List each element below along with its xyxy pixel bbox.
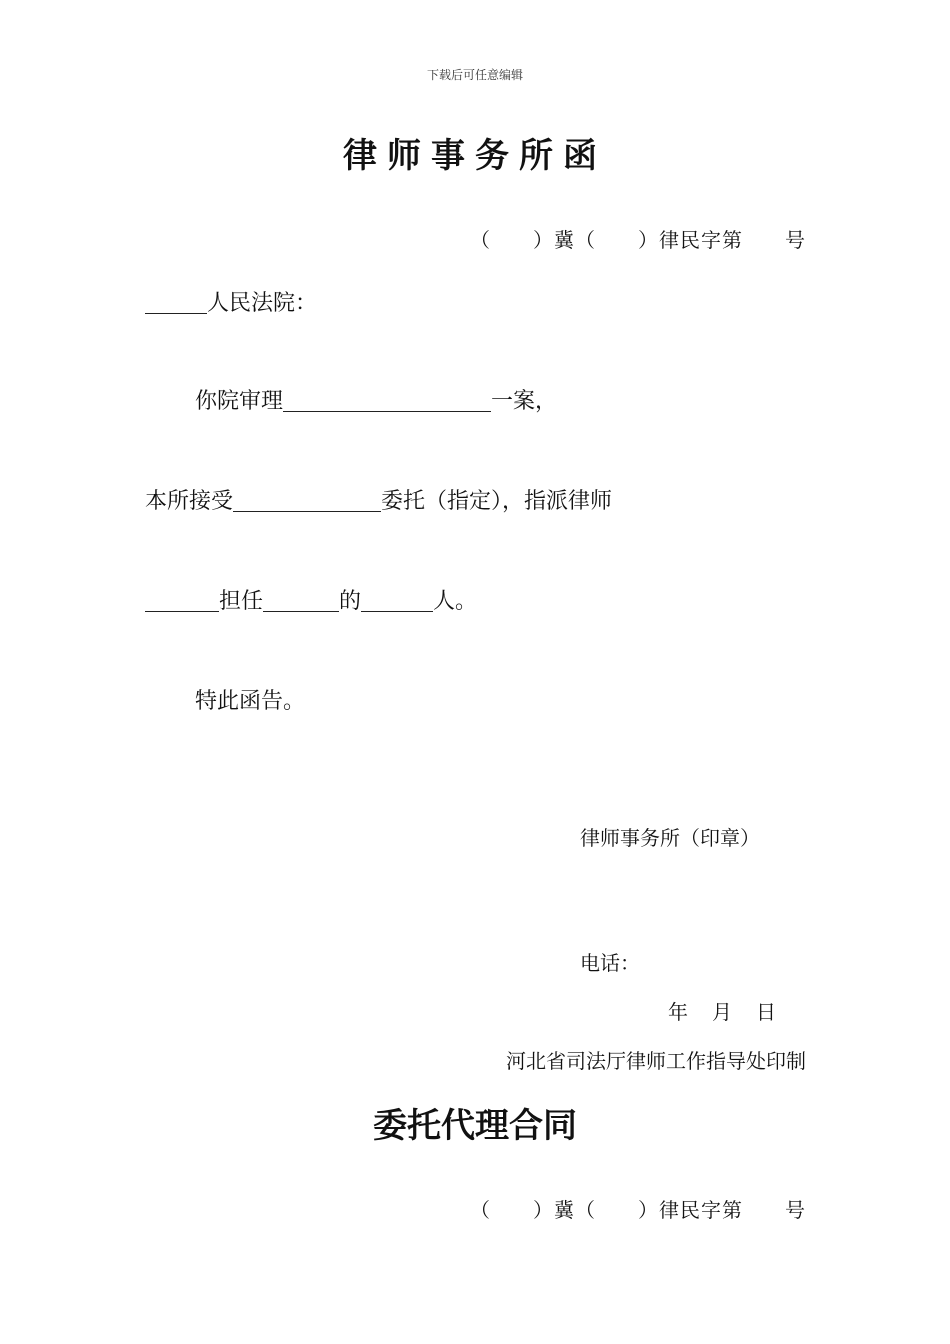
case-prefix: 你院审理: [195, 389, 284, 414]
party-blank: [263, 589, 339, 612]
accept-line: [145, 484, 612, 515]
assign-end: 人。: [433, 589, 478, 614]
accept-suffix: 委托（指定），指派律师: [381, 489, 613, 514]
header-note: 下载后可任意编辑: [426, 68, 523, 82]
contract-doc-number: （ ）冀（ ）律民字第 号: [470, 1198, 806, 1222]
letter-title: 律师事务所函: [343, 136, 607, 176]
accept-prefix: 本所接受: [145, 489, 234, 514]
contract-title: 委托代理合同: [373, 1106, 577, 1146]
assign-line: [145, 584, 477, 615]
court-blank: [145, 291, 207, 314]
client-blank: [233, 489, 381, 512]
date-line: 年 月 日: [668, 1000, 778, 1024]
case-blank: [283, 389, 491, 412]
seal-line: 律师事务所（印章）: [580, 826, 760, 850]
notice-line: 特此函告。: [195, 689, 306, 714]
phone-line: 电话：: [580, 951, 640, 975]
court-line: [145, 286, 317, 317]
assign-of: 的: [339, 589, 362, 614]
letter-doc-number: （ ）冀（ ）律民字第 号: [470, 228, 806, 252]
printer-line: 河北省司法厅律师工作指导处印制: [506, 1049, 806, 1073]
role-blank: [361, 589, 433, 612]
case-suffix: 一案，: [491, 389, 558, 414]
case-line: [195, 384, 557, 415]
assign-role: 担任: [219, 589, 264, 614]
court-suffix: 人民法院：: [207, 291, 318, 316]
lawyer-blank: [145, 589, 219, 612]
